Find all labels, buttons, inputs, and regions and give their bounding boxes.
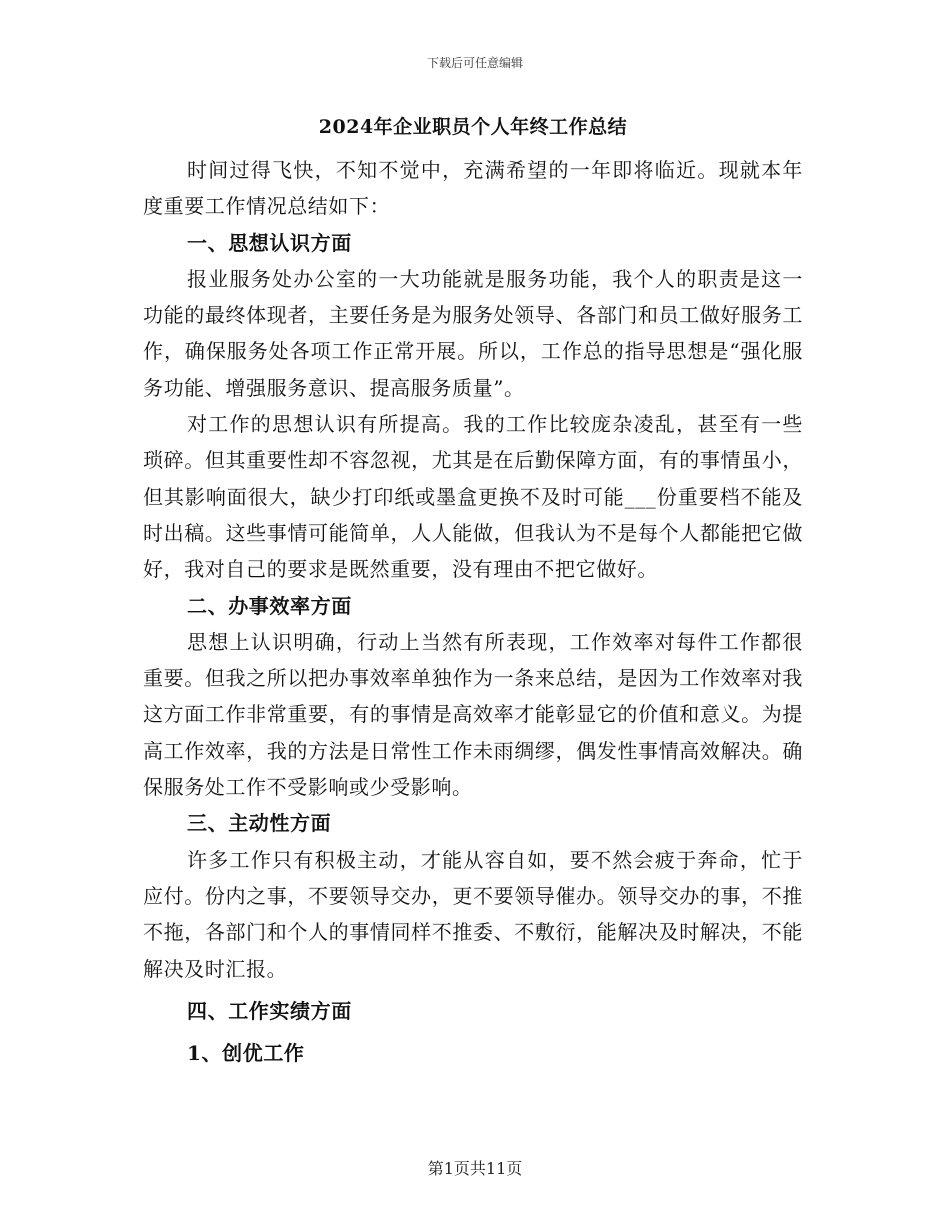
paragraph: 报业服务处办公室的一大功能就是服务功能，我个人的职责是这一功能的最终体现者，主要任务是为服务处领导、各部门和员工做好服务工作，确保服务处各项工作正常开展。所以，工作总的指导思想是“强化服务功能、增强服务意识、提高服务质量”。: [143, 266, 803, 400]
document-content: [143, 152, 803, 1071]
paragraph: 时间过得飞快，不知不觉中，充满希望的一年即将临近。现就本年度重要工作情况总结如下：: [143, 158, 803, 219]
section-heading: 1、创优工作: [187, 1041, 305, 1066]
header-note: 下载后可任意编辑: [426, 56, 523, 70]
page-footer: 第1页共11页: [427, 1159, 523, 1178]
section-heading: 二、办事效率方面: [187, 593, 352, 618]
section-heading: 一、思想认识方面: [187, 230, 352, 255]
document-body: [143, 112, 803, 1071]
paragraph: 许多工作只有积极主动，才能从容自如，要不然会疲于奔命，忙于应付。份内之事，不要领导交办，更不要领导催办。领导交办的事，不推不拖，各部门和个人的事情同样不推委、不敷衍，能解决及时解决，不能解决及时汇报。: [143, 847, 803, 981]
section-heading: 三、主动性方面: [187, 811, 332, 836]
section-heading: 四、工作实绩方面: [187, 998, 352, 1023]
paragraph: 思想上认识明确，行动上当然有所表现，工作效率对每件工作都很重要。但我之所以把办事效率单独作为一条来总结，是因为工作效率对我这方面工作非常重要，有的事情是高效率才能彰显它的价值和意义。为提高工作效率，我的方法是日常性工作未雨绸缪，偶发性事情高效解决。确保服务处工作不受影响或少受影响。: [143, 629, 803, 800]
paragraph: 对工作的思想认识有所提高。我的工作比较庞杂凌乱，甚至有一些琐碎。但其重要性却不容忽视，尤其是在后勤保障方面，有的事情虽小，但其影响面很大，缺少打印纸或墨盒更换不及时可能___份重要档不能及时出稿。这些事情可能简单，人人能做，但我认为不是每个人都能把它做好，我对自己的要求是既然重要，没有理由不把它做好。: [143, 412, 803, 582]
document-title: 2024年企业职员个人年终工作总结: [318, 116, 628, 138]
